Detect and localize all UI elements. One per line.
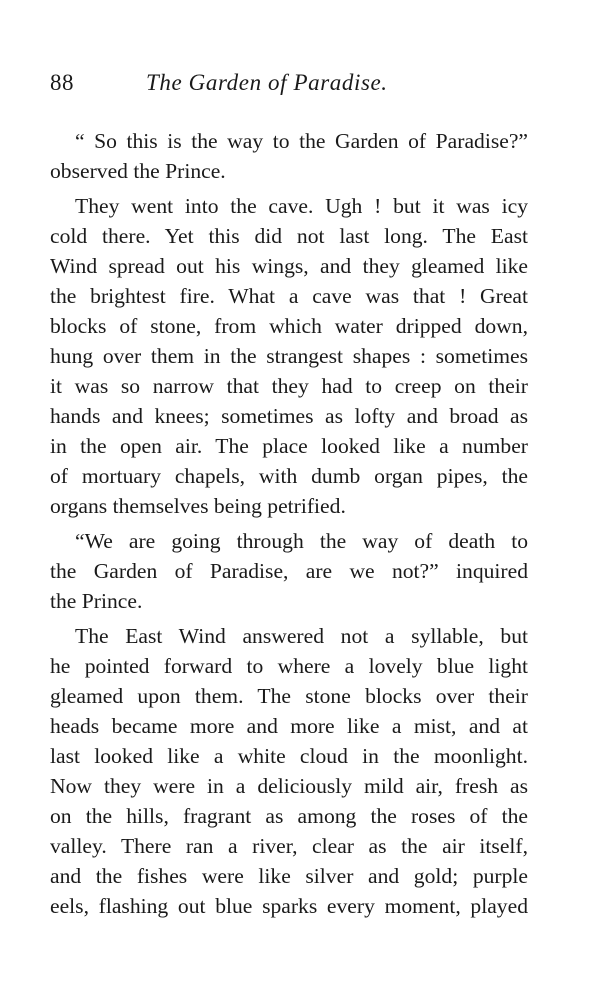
running-head xyxy=(50,70,528,104)
text-line: the brightest fire. What a cave was that ! Great xyxy=(50,284,528,308)
paragraph-3 xyxy=(50,526,528,616)
text-line: and the fishes were like silver and gold; purple xyxy=(50,864,528,888)
text-line: “ So this is the way to the Garden of Paradise?” xyxy=(75,129,528,153)
text-line: Now they were in a deliciously mild air, fresh as xyxy=(50,774,528,798)
text-line: in the open air. The place looked like a number xyxy=(50,434,528,458)
running-title: The Garden of Paradise. xyxy=(146,70,388,95)
text-line: observed the Prince. xyxy=(50,159,226,183)
text-line: he pointed forward to where a lovely blue light xyxy=(50,654,528,678)
text-line: organs themselves being petrified. xyxy=(50,494,346,518)
text-line: hands and knees; sometimes as lofty and broad as xyxy=(50,404,528,428)
text-line: “We are going through the way of death to xyxy=(75,529,528,553)
paragraph-4 xyxy=(50,621,528,921)
body-text xyxy=(50,126,528,921)
text-line: valley. There ran a river, clear as the air itself, xyxy=(50,834,528,858)
text-line: blocks of stone, from which water dripped down, xyxy=(50,314,528,338)
paragraph-1 xyxy=(50,126,528,186)
text-line: of mortuary chapels, with dumb organ pipes, the xyxy=(50,464,528,488)
text-line: The East Wind answered not a syllable, but xyxy=(75,624,528,648)
text-line: gleamed upon them. The stone blocks over their xyxy=(50,684,528,708)
text-line: last looked like a white cloud in the moonlight. xyxy=(50,744,528,768)
text-line: the Prince. xyxy=(50,589,143,613)
text-line: hung over them in the strangest shapes : sometimes xyxy=(50,344,528,368)
page-number: 88 xyxy=(50,70,74,95)
text-line: it was so narrow that they had to creep on their xyxy=(50,374,528,398)
text-line: Wind spread out his wings, and they gleamed like xyxy=(50,254,528,278)
text-line: heads became more and more like a mist, and at xyxy=(50,714,528,738)
text-line: on the hills, fragrant as among the roses of the xyxy=(50,804,528,828)
text-line: They went into the cave. Ugh ! but it was icy xyxy=(75,194,528,218)
paragraph-2 xyxy=(50,191,528,521)
text-line: eels, flashing out blue sparks every moment, played xyxy=(50,894,528,918)
text-line: cold there. Yet this did not last long. The East xyxy=(50,224,528,248)
text-line: the Garden of Paradise, are we not?” inquired xyxy=(50,559,528,583)
